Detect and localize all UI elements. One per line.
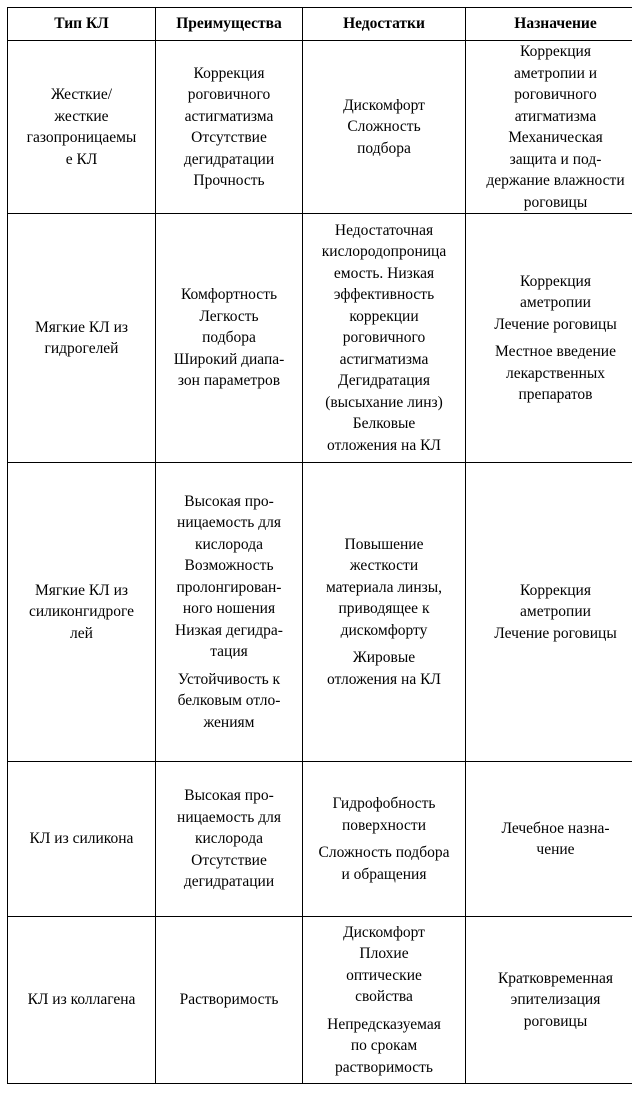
cell-text: Высокая про- ницаемость для кислорода Возможность пролонгирован- ного ношения Низкая дегидра- тация	[175, 492, 283, 661]
cell-text: Непредсказуемая по срокам растворимость	[327, 1015, 441, 1076]
cell-disadvantages	[303, 214, 466, 463]
cell-text: Коррекция аметропии Лечение роговицы	[494, 581, 617, 642]
cell-text: Кратковременная эпителизация роговицы	[497, 969, 614, 1030]
cell-text: Коррекция аметропии Лечение роговицы	[494, 272, 617, 333]
cell-type	[8, 762, 156, 917]
cell-text: Жировые отложения на КЛ	[327, 649, 441, 688]
cell-text: Сложность подбора и обращения	[318, 844, 450, 883]
header-type: Тип КЛ	[8, 8, 156, 41]
table-row	[8, 41, 632, 214]
cell-text: Гидрофобность поверхности	[332, 795, 436, 834]
header-purpose: Назначение	[466, 8, 632, 41]
cell-purpose	[466, 41, 632, 214]
cell-purpose	[466, 463, 632, 762]
cell-purpose	[466, 762, 632, 917]
table-row	[8, 917, 632, 1084]
cell-text: Коррекция аметропии и роговичного атигматизма Механическая защита и под- держание влажности роговицы	[486, 43, 625, 211]
cell-text: Растворимость	[179, 991, 279, 1009]
cell-text: КЛ из силикона	[29, 830, 134, 848]
cell-disadvantages	[303, 41, 466, 214]
table-row	[8, 463, 632, 762]
header-row	[8, 8, 632, 41]
cell-text: Устойчивость к белковым отло- жениям	[177, 670, 281, 731]
table-row	[8, 214, 632, 463]
contact-lens-comparison-table	[7, 7, 632, 1084]
cell-disadvantages	[303, 463, 466, 762]
cell-type	[8, 214, 156, 463]
cell-disadvantages	[303, 762, 466, 917]
cell-text: Мягкие КЛ из силиконгидроге лей	[28, 581, 135, 642]
table-header	[8, 8, 632, 41]
cell-text: Повышение жесткости материала линзы, приводящее к дискомфорту	[325, 535, 443, 639]
cell-text: Дискомфорт Плохие оптические свойства	[343, 923, 425, 1006]
cell-text: Высокая про- ницаемость для кислорода Отсутствие дегидратации	[177, 787, 281, 891]
cell-advantages	[156, 41, 303, 214]
cell-advantages	[156, 463, 303, 762]
cell-purpose	[466, 214, 632, 463]
header-disadvantages: Недостатки	[303, 8, 466, 41]
cell-text: Мягкие КЛ из гидрогелей	[35, 318, 128, 357]
header-advantages: Преимущества	[156, 8, 303, 41]
cell-text: КЛ из коллагена	[27, 991, 136, 1009]
cell-purpose	[466, 917, 632, 1084]
cell-advantages	[156, 917, 303, 1084]
table-body	[8, 41, 632, 1084]
cell-text: Местное введение лекарственных препаратов	[495, 343, 616, 403]
cell-advantages	[156, 214, 303, 463]
table-row	[8, 762, 632, 917]
cell-disadvantages	[303, 917, 466, 1084]
cell-text: Коррекция роговичного астигматизма Отсутствие дегидратации Прочность	[183, 64, 275, 189]
cell-text: Недостаточная кислородопроница емость. Низкая эффективность коррекции роговичного астигматизма Дегидратация (высыхание линз) Белковые отложения на КЛ	[321, 221, 447, 454]
cell-advantages	[156, 762, 303, 917]
cell-text: Жесткие/ жесткие газопроницаемы е КЛ	[26, 86, 137, 168]
cell-type	[8, 41, 156, 214]
cell-type	[8, 463, 156, 762]
cell-text: Лечебное назна- чение	[501, 819, 610, 858]
cell-text: Дискомфорт Сложность подбора	[343, 96, 425, 157]
cell-type	[8, 917, 156, 1084]
cell-text: Комфортность Легкость подбора Широкий диапа- зон параметров	[173, 286, 285, 390]
